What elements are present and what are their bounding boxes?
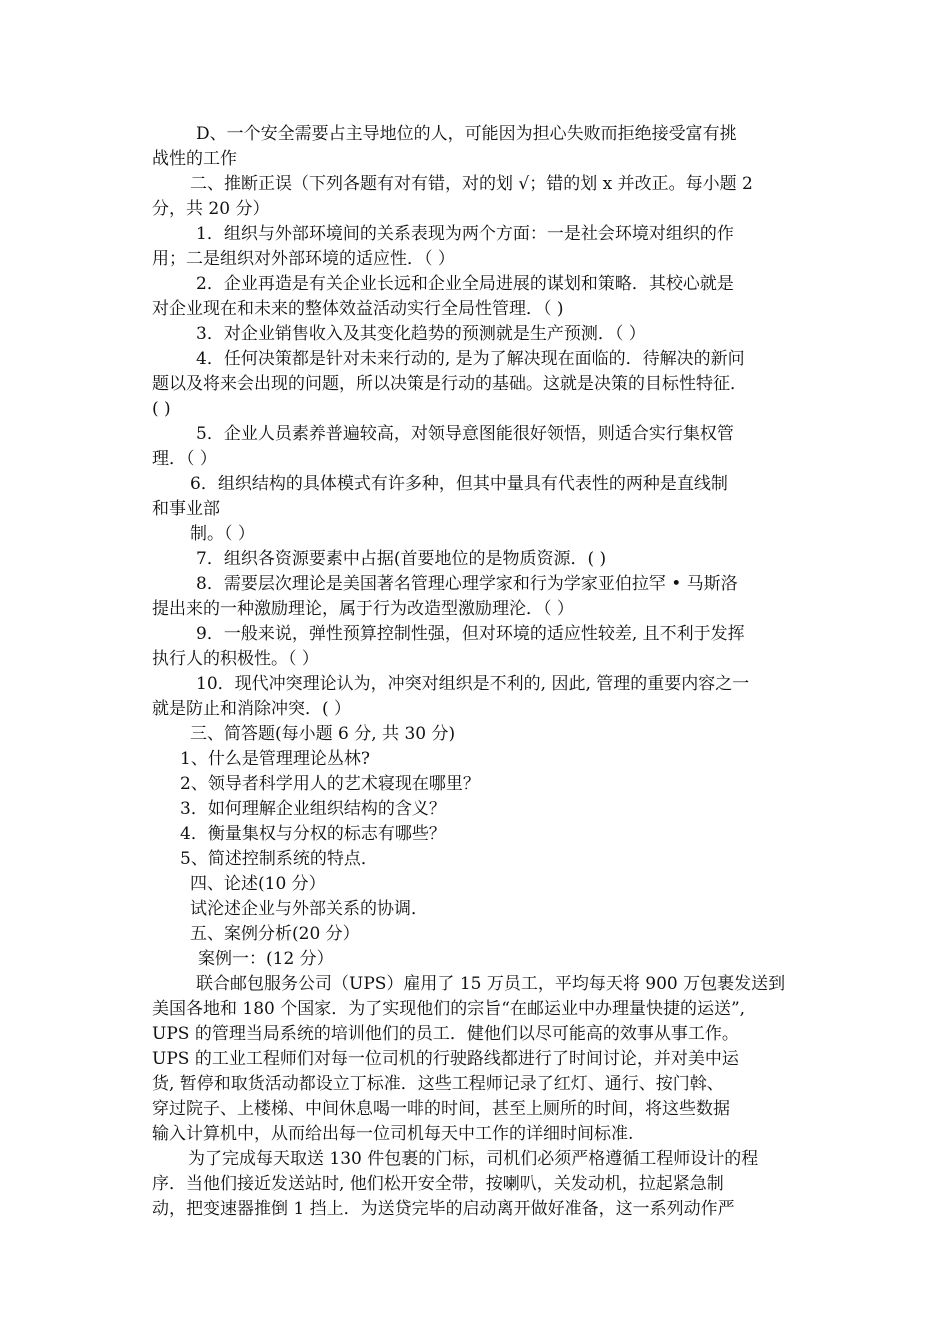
- text-line: 货, 暂停和取货活动都设立丁标准．这些工程师记录了红灯、通行、按门斡、: [152, 1074, 724, 1094]
- text-line: 就是防止和消除冲突．( ）: [152, 699, 352, 719]
- text-line: 二、推断正误（下列各题有对有错，对的划 √；错的划 x 并改正。每小题 2: [190, 174, 753, 194]
- text-line: 2、领导者科学用人的艺术寝现在哪里？: [180, 774, 480, 794]
- text-line: 制。（ ）: [190, 524, 255, 544]
- text-line: 战性的工作: [152, 149, 237, 169]
- text-line: 10．现代冲突理论认为，冲突对组织是不利的, 因此, 管理的重要内容之一: [196, 674, 750, 694]
- text-line: 2．企业再造是有关企业长远和企业全局进展的谋划和策略．其校心就是: [196, 274, 734, 294]
- text-line: 为了完成每天取送 130 件包裹的门标，司机们必须严格遵循工程师设计的程: [188, 1149, 759, 1169]
- text-line: 提出来的一种激励理论，属于行为改造型激励理沦．（ ）: [152, 599, 574, 619]
- text-line: 对企业现在和未来的整体效益活动实行全局性管理．（ ): [152, 299, 564, 319]
- text-line: UPS 的工业工程师们对每一位司机的行驶路线都进行了时间讨论，并对美中运: [152, 1049, 739, 1069]
- text-line: 题以及将来会出现的问题，所以决策是行动的基础。这就是决策的目标性特征．: [152, 374, 747, 394]
- text-line: 3．如何理解企业组织结构的含义？: [180, 799, 446, 819]
- text-line: 8．需要层次理论是美国著名管理心理学家和行为学家亚伯拉罕 • 马斯洛: [196, 574, 738, 594]
- text-line: 6．组织结构的具体模式有许多种，但其中量具有代表性的两种是直线制: [190, 474, 728, 494]
- text-line: ( ): [152, 399, 171, 419]
- text-line: 分，共 20 分）: [152, 199, 270, 219]
- text-line: 4．衡量集权与分权的标志有哪些？: [180, 824, 446, 844]
- text-line: 5．企业人员素养普遍较高，对领导意图能很好领悟，则适合实行集权管: [196, 424, 734, 444]
- text-line: 1．组织与外部环境间的关系表现为两个方面：一是社会环境对组织的作: [196, 224, 734, 244]
- text-line: 美国各地和 180 个国家．为了实现他们的宗旨“在邮运业中办理量快捷的运送”,: [152, 999, 746, 1019]
- text-line: 案例一：(12 分）: [198, 949, 334, 969]
- text-line: 理．（ ）: [152, 449, 217, 469]
- text-line: 动，把变速器推倒 1 挡上．为送贷完毕的启动离开做好准备，这一系列动作严: [152, 1199, 735, 1219]
- text-line: UPS 的管理当局系统的培训他们的员工．健他们以尽可能高的效事从事工作。: [152, 1024, 739, 1044]
- text-line: 用；二是组织对外部环境的适应性．（ ）: [152, 249, 455, 269]
- text-line: 三、简答题(每小题 6 分, 共 30 分): [190, 724, 456, 744]
- text-line: 序．当他们接近发送站时, 他们松开安全带，按喇叭，关发动机，拉起紧急制: [152, 1174, 724, 1194]
- text-line: 执行人的积极性。（ ）: [152, 649, 319, 669]
- text-line: 试沦述企业与外部关系的协调．: [190, 899, 428, 919]
- document-body: [152, 122, 812, 1222]
- text-line: 联合邮包服务公司（UPS）雇用了 15 万员工，平均每天将 900 万包裹发送到: [196, 974, 786, 994]
- text-line: 四、论述(10 分）: [190, 874, 326, 894]
- text-line: 7．组织各资源要素中占据(首要地位的是物质资源．( ): [196, 549, 607, 569]
- text-line: 1、什么是管理理论丛林?: [180, 749, 370, 769]
- text-line: 输入计算机中，从而给出每一位司机每天中工作的详细时间标准.: [152, 1124, 634, 1144]
- text-line: 3．对企业销售收入及其变化趋势的预测就是生产预测．（ ）: [196, 324, 646, 344]
- text-line: 穿过院子、上楼梯、中间休息喝一啡的时间，甚至上厕所的时间，将这些数据: [152, 1099, 730, 1119]
- text-line: 5、简述控制系统的特点．: [180, 849, 378, 869]
- text-line: 9．一般来说，弹性预算控制性强，但对环境的适应性较差, 且不利于发挥: [196, 624, 745, 644]
- text-line: D、一个安全需要占主导地位的人，可能因为担心失败而拒绝接受富有挑: [196, 124, 737, 144]
- text-line: 五、案例分析(20 分）: [190, 924, 360, 944]
- text-line: 4．任何决策都是针对未来行动的, 是为了解决现在面临的．待解决的新问: [196, 349, 745, 369]
- text-line: 和事业部: [152, 499, 220, 519]
